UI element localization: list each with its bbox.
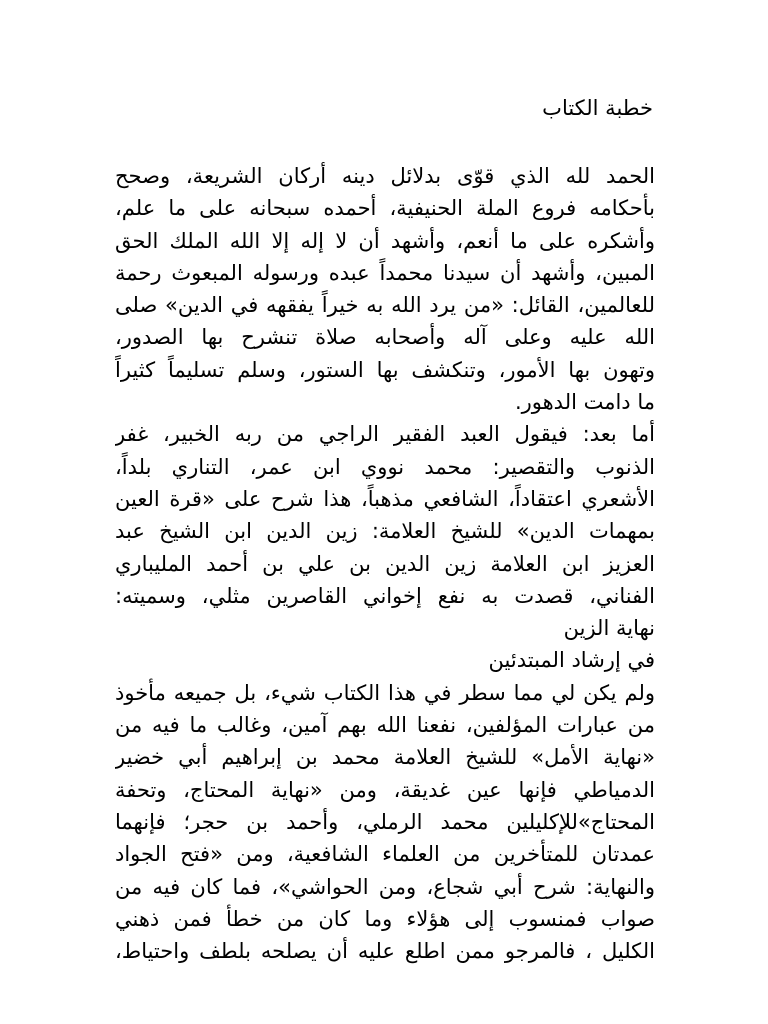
text-line: الذنوب والتقصير: محمد نووي ابن عمر، التناري بلداً، [115,454,655,479]
text-line: للعالمين، القائل: «من يرد الله به خيراً يفقهه في الدين» صلى [115,293,655,318]
text-line: الدمياطي فإنها عين غديقة، ومن «نهاية المحتاج، وتحفة [115,777,655,802]
text-line: نهاية الزين [563,616,655,641]
text-line: أما بعد: فيقول العبد الفقير الراجي من ربه الخبير، غفر [115,422,655,447]
text-line: وتهون بها الأمور، وتنكشف بها الستور، وسلم تسليماً كثيراً [115,357,655,382]
text-line: من عبارات المؤلفين، نفعنا الله بهم آمين، وغالب ما فيه من [115,713,655,738]
text-line: صواب فمنسوب إلى هؤلاء وما كان من خطأ فمن ذهني [115,906,655,931]
text-line: الأشعري اعتقاداً، الشافعي مذهباً، هذا شرح على «قرة العين [115,486,655,511]
text-line: والنهاية: شرح أبي شجاع، ومن الحواشي»، فما كان فيه من [115,874,655,899]
text-line: الحمد لله الذي قوّى بدلائل دينه أركان الشريعة، وصحح [115,164,655,188]
text-line: «نهاية الأمل» للشيخ العلامة محمد بن إبراهيم أبي خضير [115,745,655,770]
page-title: خطبة الكتاب [542,96,653,120]
document-body [115,160,655,967]
text-line: وأشكره على ما أنعم، وأشهد أن لا إله إلا الله الملك الحق [115,228,655,253]
text-line: الكليل ، فالمرجو ممن اطلع عليه أن يصلحه بلطف واحتياط، [115,939,655,964]
text-line: المحتاج»للإكليلين محمد الرملي، وأحمد بن حجر؛ فإنهما [115,809,655,834]
text-line: بمهمات الدين» للشيخ العلامة: زين الدين ابن الشيخ عبد [115,519,655,544]
text-line: ما دامت الدهور. [514,390,655,415]
text-line: الله عليه وعلى آله وأصحابه صلاة تنشرح بها الصدور، [115,325,655,350]
text-line: بأحكامه فروع الملة الحنيفية، أحمده سبحانه على ما علم، [115,196,655,221]
text-line: في إرشاد المبتدئين [488,648,655,673]
text-line: عمدتان للمتأخرين من العلماء الشافعية، ومن «فتح الجواد [115,842,655,867]
text-line: المبين، وأشهد أن سيدنا محمداً عبده ورسوله المبعوث رحمة [115,260,655,285]
text-line: العزيز ابن العلامة زين الدين بن علي بن أحمد المليباري [115,551,655,576]
text-line: ولم يكن لي مما سطر في هذا الكتاب شيء، بل جميعه مأخوذ [115,680,655,705]
text-line: الفناني، قصدت به نفع إخواني القاصرين مثلي، وسميته: [115,583,655,608]
